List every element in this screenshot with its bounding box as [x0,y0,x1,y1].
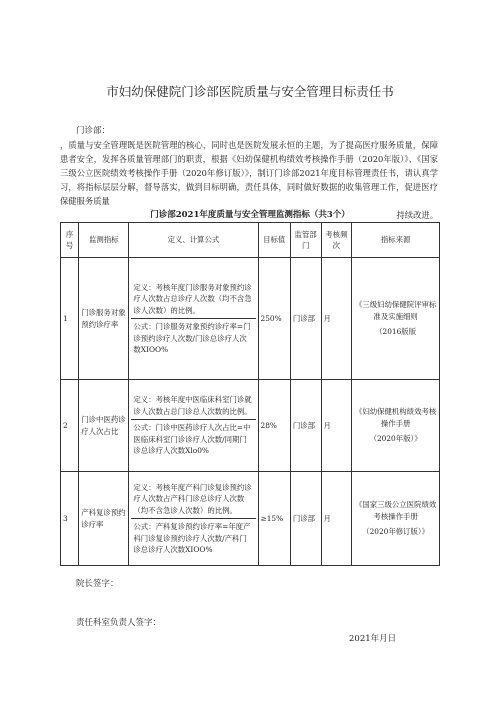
row-no: 1 [61,258,79,380]
row-indicator: 门诊中医药诊疗人次占比 [79,380,129,472]
table-row [61,258,440,380]
metrics-table [60,222,440,566]
row-dept: 门诊部 [290,258,321,380]
row-source-edition: （2016版版 [375,327,417,337]
row-source-edition: （2020年修订版）》 [362,527,430,537]
row-source: 《妇幼保健机构绩效考核操作手册 [354,407,437,428]
table-row [61,380,440,472]
row-definition-cell [129,472,258,566]
header-frequency: 考核频次 [321,223,352,258]
row-formula: 公式：门诊中医药诊疗人次占比=中医临床科室门诊诊疗人次数/同期门诊总诊疗人次数Xlo0% [131,419,255,459]
row-source: 《国家三级公立医院绩效考核操作手册 [354,500,437,521]
document-date: 2021年月日 [349,634,397,644]
row-formula: 公式：门诊服务对象预约诊疗率=门诊预约诊疗人次数/门诊总诊疗人次数XIOO% [131,318,255,358]
header-name: 监测指标 [79,223,129,258]
table-caption: 门诊部2021年度质量与安全管理监测指标（共3个） [150,210,350,220]
header-no: 序号 [61,223,79,258]
dept-head-signature-line: 责任科室负责人签字： [76,618,162,628]
row-dept: 门诊部 [290,472,321,566]
row-target: 28% [258,380,290,472]
document-title: 市妇幼保健院门诊部医院质量与安全管理目标责任书 [106,84,394,99]
table-row [61,472,440,566]
row-source-cell [352,472,440,566]
header-target: 目标值 [258,223,290,258]
header-dept: 监管部门 [290,223,321,258]
row-definition-cell [129,258,258,380]
row-definition: 定义：考核年度门诊服务对象预约诊疗人次数占总诊疗人次数（均不含急诊人次数）的比例。 [133,282,252,315]
row-definition: 定义：考核年度中医临床科室门诊就诊人次数占总门诊总人次数的比例。 [133,395,252,416]
row-source-cell [352,380,440,472]
row-formula: 公式：产科复诊预约诊疗率=年度产科门诊复诊预约诊疗人次数/产科门诊总诊疗人次数XIOO% [131,518,255,558]
header-source: 指标来源 [352,223,440,258]
addressee: 门诊部： [76,126,111,136]
row-dept: 门诊部 [290,380,321,472]
row-indicator: 门诊服务对象预约诊疗率 [79,258,129,380]
row-source-edition: （2020年版）》 [369,434,422,444]
row-definition-cell [129,380,258,472]
row-definition: 定义：考核年度产科门诊复诊预约诊疗人次数占产科门诊总诊疗人次数（均不含急诊人次数）的比例。 [133,482,252,515]
row-indicator: 产科复诊预约诊疗率 [79,472,129,566]
director-signature-line: 院长签字： [76,579,119,589]
row-target: ≥15% [258,472,290,566]
row-frequency: 月 [321,380,352,472]
header-definition: 定义、计算公式 [129,223,258,258]
row-no: 3 [61,472,79,566]
row-target: 250% [258,258,290,380]
intro-text: ，质量与安全管理既是医院管理的核心，同时也是医院发展永恒的主题，为了提高医疗服务质量，保障患者安全，发挥各质量管理部门的职责，根据《妇幼保健机构绩效考核操作手册（2020年版）》、《国家三级公立医院绩效考核操作手册（2020年修订版）》，制订门诊部2021年度目标管理责任书，请认真学习，将指标层层分解，督导落实，做到目标明确，责任具体，同时做好数据的收集管理工作，促进医疗保健服务质量 [60,140,438,206]
table-header-row [61,223,440,258]
intro-text-last: 持续改进。 [396,210,438,220]
row-source-cell [352,258,440,380]
row-source: 《三级妇幼保健院评审标准及实施细则 [354,300,437,321]
row-frequency: 月 [321,472,352,566]
row-frequency: 月 [321,258,352,380]
row-no: 2 [61,380,79,472]
